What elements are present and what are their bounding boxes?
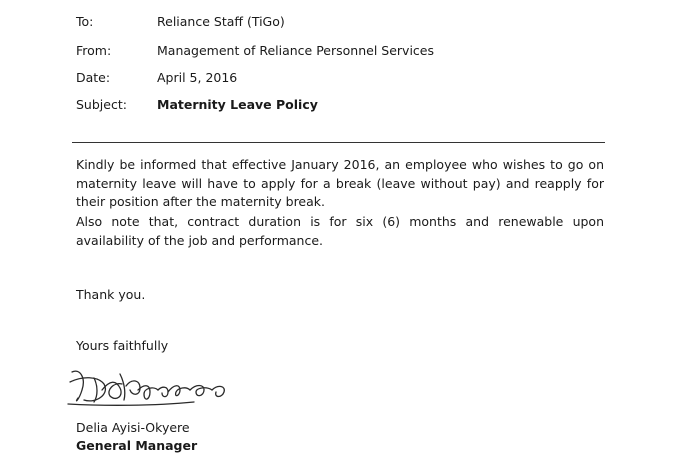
memo-from-value: Management of Reliance Personnel Services xyxy=(157,43,434,58)
memo-from-label: From: xyxy=(76,43,112,58)
memo-date-value: April 5, 2016 xyxy=(157,70,238,85)
memo-to-value: Reliance Staff (TiGo) xyxy=(157,14,285,29)
header-divider xyxy=(72,142,605,143)
body-paragraph-2: Also note that, contract duration is for six (6) months and renewable upon availability of the job and performance. xyxy=(76,214,604,248)
memo-subject-value: Maternity Leave Policy xyxy=(157,97,318,112)
body-paragraph-1: Kindly be informed that effective January 2016, an employee who wishes to go on maternity leave will have to apply for a break (leave without pay) and reapply for their position after the maternity break. xyxy=(76,157,604,209)
memo-subject-label: Subject: xyxy=(76,97,127,112)
memo-date-label: Date: xyxy=(76,70,111,85)
memo-to-label: To: xyxy=(76,14,94,29)
signatory-name: Delia Ayisi-Okyere xyxy=(76,420,190,435)
signatory-title: General Manager xyxy=(76,438,198,453)
thank-you-line: Thank you. xyxy=(76,287,146,302)
handwritten-signature-icon xyxy=(64,360,244,416)
closing-salutation: Yours faithfully xyxy=(76,338,169,353)
